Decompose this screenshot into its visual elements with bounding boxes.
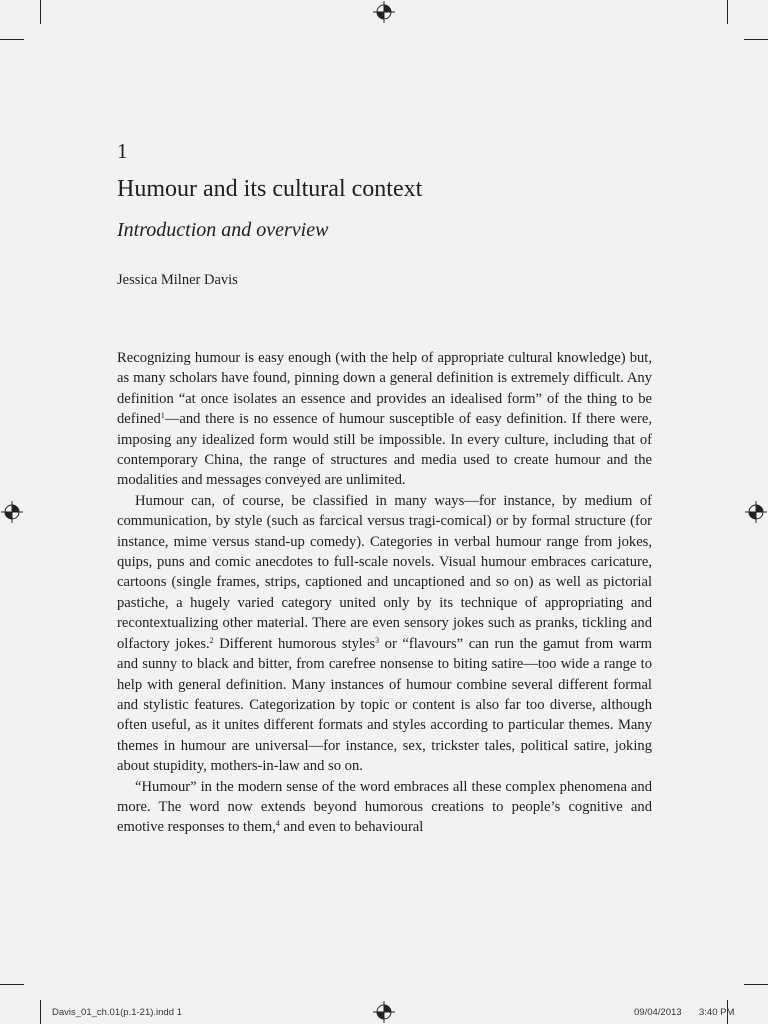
paragraph-text: Different humorous styles <box>213 635 376 652</box>
crop-mark <box>744 39 768 40</box>
chapter-title: Humour and its cultural context <box>117 176 423 202</box>
crop-mark <box>727 0 728 24</box>
footnote-ref[interactable]: 2 <box>209 635 214 645</box>
registration-mark-icon <box>745 501 767 523</box>
footnote-ref[interactable]: 4 <box>275 819 280 829</box>
slug-filename: Davis_01_ch.01(p.1-21).indd 1 <box>52 1007 182 1018</box>
paragraph <box>117 348 652 491</box>
paragraph-text: Humour can, of course, be classified in many ways—for instance, by medium of communication, by style (such as farcical versus tragi-comical) or by formal structure (for instance, mime versus stand-up comedy). Categories in verbal humour range from jokes, quips, puns and comic anecdotes to full-scale novels. Visual humour embraces caricature, cartoons (single frames, strips, captioned and uncaptioned and so on) as well as pictorial pastiche, a hugely varied category united only by its technique of appropriating and recontextualizing other material. There are even sensory jokes such as pranks, tickling and olfactory jokes. <box>117 492 652 652</box>
registration-mark-icon <box>1 501 23 523</box>
paragraph-text: “Humour” in the modern sense of the word embraces all these complex phenomena and more. The word now extends beyond humorous creations to people’s cognitive and emotive responses to them, <box>117 778 652 836</box>
crop-mark <box>0 984 24 985</box>
footnote-ref[interactable]: 3 <box>375 635 380 645</box>
chapter-subtitle: Introduction and overview <box>117 219 329 241</box>
crop-mark <box>40 0 41 24</box>
paragraph <box>117 491 652 777</box>
paragraph-text: or “flavours” can run the gamut from warm and sunny to black and bitter, from carefree nonsense to biting satire—too wide a range to help with general definition. Many instances of humour combine several different formal and stylistic features. Categorization by topic or content is also far too diverse, although often useful, as it unites different formats and styles according to particular themes. Many themes in humour are universal—for instance, sex, trickster tales, political satire, joking about stupidity, mothers-in-law and so on. <box>117 635 653 775</box>
paragraph-text: —and there is no essence of humour susceptible of easy definition. If there were, imposing any idealized form would still be impossible. In every culture, including that of contemporary China, the range of structures and media used to create humour and the modalities and messages conveyed are unlimited. <box>117 411 652 489</box>
paragraph <box>117 777 652 838</box>
crop-mark <box>40 1000 41 1024</box>
paragraph-text: Recognizing humour is easy enough (with the help of appropriate cultural knowledge) but, as many scholars have found, pinning down a general definition is extremely difficult. Any definition “at once isolates an essence and provides an idealised form” of the thing to be defined <box>117 350 652 428</box>
crop-mark <box>0 39 24 40</box>
footnote-ref[interactable]: 1 <box>160 411 165 421</box>
paragraph-text: and even to behavioural <box>279 819 424 836</box>
registration-mark-icon <box>373 1 395 23</box>
chapter-number: 1 <box>117 139 128 163</box>
slug-date: 09/04/2013 <box>634 1007 682 1018</box>
author-name: Jessica Milner Davis <box>117 272 238 288</box>
body-text <box>117 348 652 838</box>
crop-mark <box>744 984 768 985</box>
slug-time: 3:40 PM <box>699 1007 735 1018</box>
registration-mark-icon <box>373 1001 395 1023</box>
